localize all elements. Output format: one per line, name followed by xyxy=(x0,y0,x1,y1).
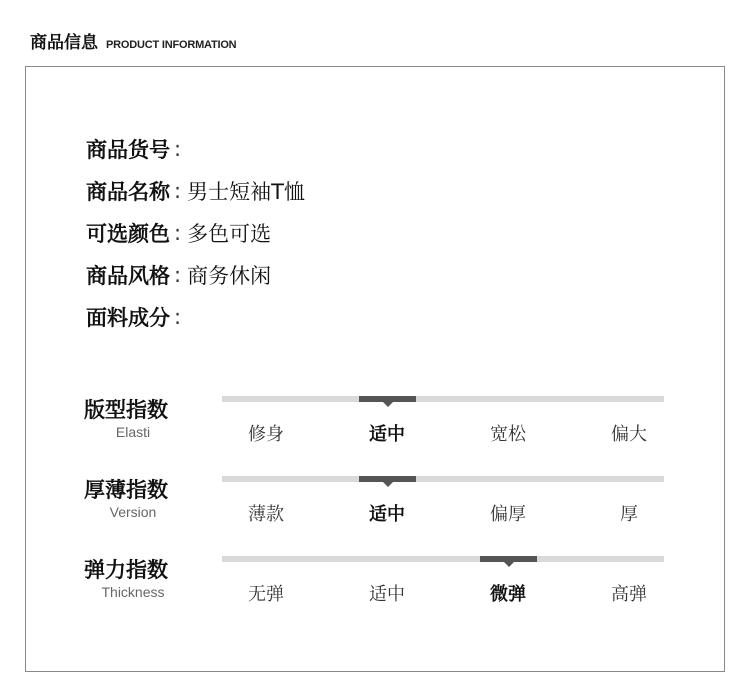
info-row-style xyxy=(86,254,305,296)
index-option: 适中 xyxy=(369,424,405,445)
index-title: 厚薄指数 xyxy=(84,478,168,502)
index-subtitle: Elasti xyxy=(115,424,151,440)
info-label: 可选颜色 xyxy=(86,222,170,246)
index-option: 高弹 xyxy=(611,584,647,605)
index-option: 厚 xyxy=(620,504,638,525)
index-track xyxy=(222,476,664,482)
info-label: 商品名称 xyxy=(86,180,170,204)
index-option: 薄款 xyxy=(248,504,284,525)
index-title: 版型指数 xyxy=(84,398,168,422)
info-colon: : xyxy=(174,305,182,329)
index-marker xyxy=(480,556,537,562)
info-row-fabric xyxy=(86,296,305,338)
index-marker xyxy=(359,476,416,482)
index-track xyxy=(222,556,664,562)
info-value: 商务休闲 xyxy=(187,264,272,288)
info-colon: : xyxy=(174,263,182,287)
index-marker xyxy=(359,396,416,402)
index-option: 无弹 xyxy=(248,584,284,605)
index-option: 适中 xyxy=(369,584,405,605)
info-colon: : xyxy=(174,179,182,203)
product-info-list xyxy=(86,128,305,338)
info-colon: : xyxy=(174,221,182,245)
index-subtitle: Thickness xyxy=(101,584,165,600)
index-track xyxy=(222,396,664,402)
info-row-name xyxy=(86,170,305,212)
index-option: 修身 xyxy=(248,424,284,445)
info-value: 男士短袖T恤 xyxy=(187,180,305,204)
fit-index xyxy=(0,394,750,474)
info-label: 商品风格 xyxy=(86,264,170,288)
section-title-en: PRODUCT INFORMATION xyxy=(106,39,237,51)
section-title-zh: 商品信息 xyxy=(30,33,98,53)
info-row-item-number xyxy=(86,128,305,170)
info-label: 面料成分 xyxy=(86,306,170,330)
index-option: 偏大 xyxy=(611,424,647,445)
section-header xyxy=(30,28,236,54)
info-row-colors xyxy=(86,212,305,254)
thickness-index xyxy=(0,474,750,554)
info-value: 多色可选 xyxy=(187,222,272,246)
index-subtitle: Version xyxy=(109,504,157,520)
index-option: 适中 xyxy=(369,504,405,525)
index-option: 微弹 xyxy=(490,584,526,605)
info-label: 商品货号 xyxy=(86,138,170,162)
index-title: 弹力指数 xyxy=(84,558,168,582)
info-colon: : xyxy=(174,137,182,161)
index-option: 宽松 xyxy=(490,424,526,445)
index-option: 偏厚 xyxy=(490,504,526,525)
elasticity-index xyxy=(0,554,750,634)
